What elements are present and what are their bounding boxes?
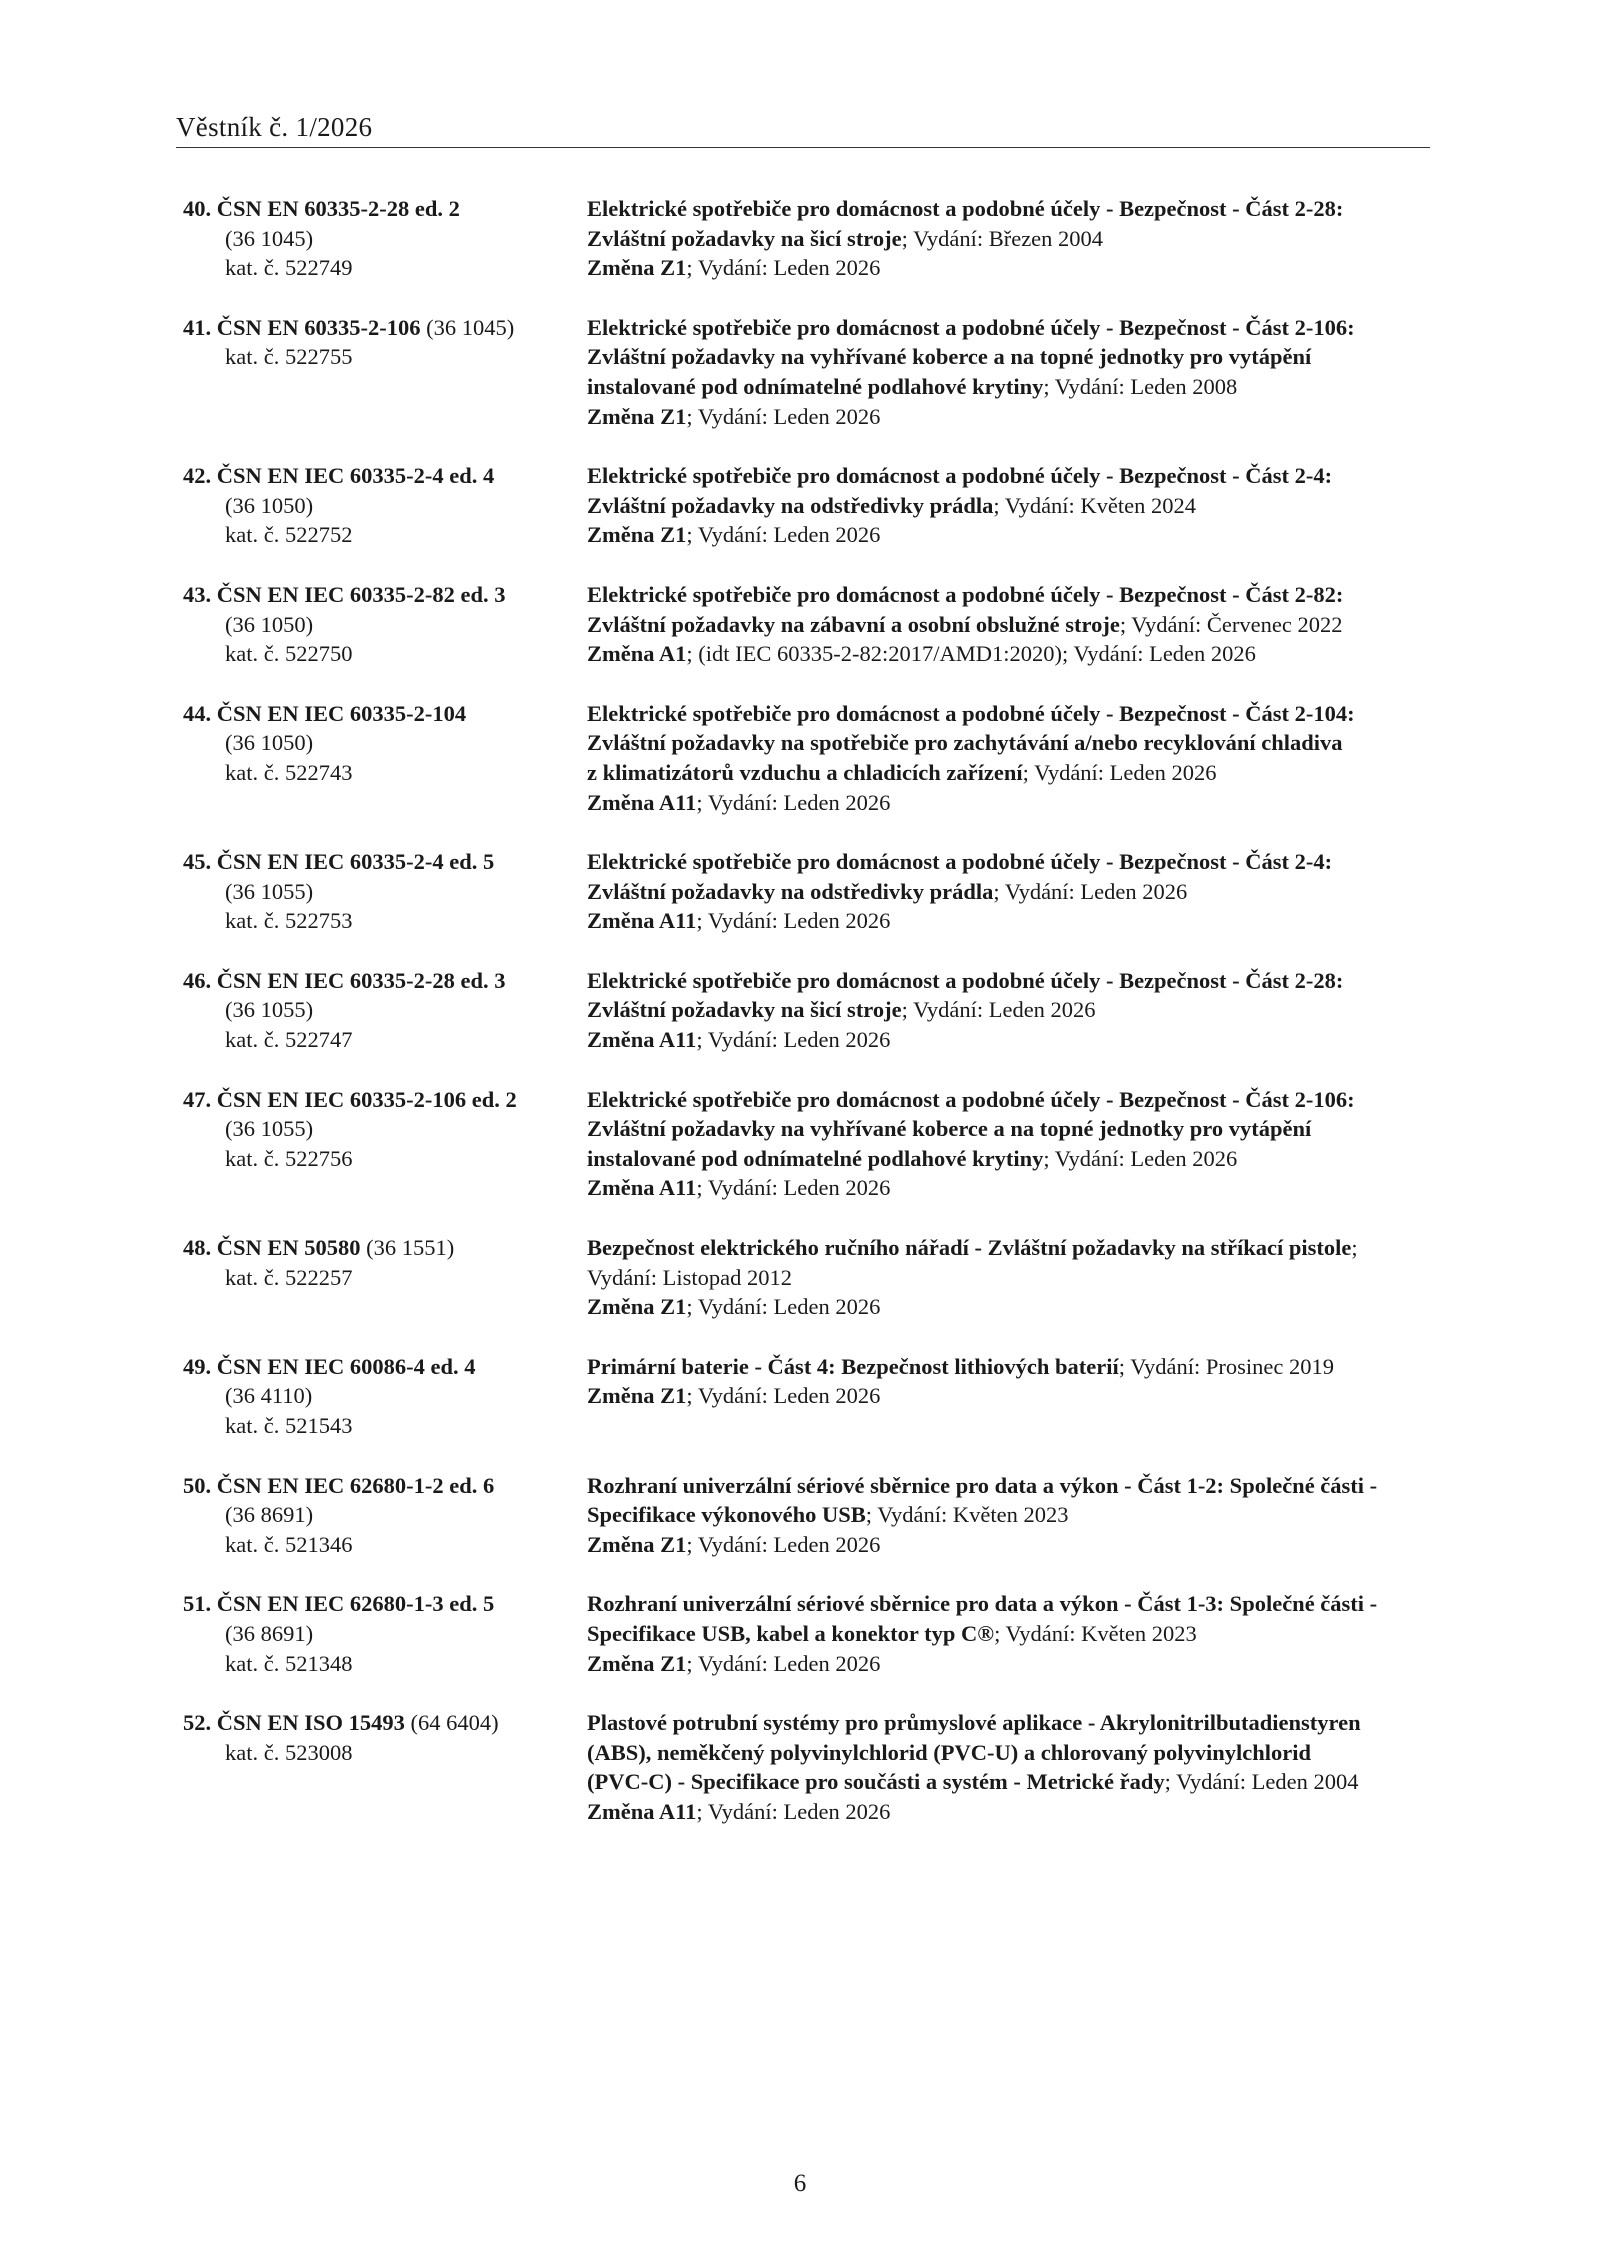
- standard-code: ČSN EN 60335-2-106: [216, 314, 421, 340]
- standard-identifier: [183, 847, 587, 936]
- title-bold-text: Zvláštní požadavky na vyhřívané koberce a na topné jednotky pro vytápění: [587, 1116, 1312, 1142]
- standards-list: [183, 194, 1433, 1857]
- issue-info-text: ; Vydání: Leden 2026: [686, 522, 881, 548]
- standard-code: ČSN EN IEC 60335-2-106 ed. 2: [216, 1086, 517, 1112]
- classification-code: (36 8691): [225, 1620, 314, 1646]
- title-bold-text: Změna Z1: [587, 255, 687, 281]
- title-line: [587, 1589, 1433, 1619]
- issue-info-text: ; Vydání: Leden 2026: [1043, 1145, 1238, 1171]
- standard-title: [587, 699, 1433, 817]
- title-bold-text: Zvláštní požadavky na šicí stroje: [587, 225, 902, 251]
- standard-number: [183, 196, 460, 221]
- title-line: [587, 1471, 1433, 1501]
- title-bold-text: Zvláštní požadavky na šicí stroje: [587, 997, 902, 1023]
- standard-code: ČSN EN IEC 62680-1-3 ed. 5: [216, 1591, 495, 1617]
- standard-title: [587, 847, 1433, 936]
- page-number: 6: [793, 2170, 807, 2197]
- title-line: [587, 1114, 1433, 1144]
- entry-number: 45.: [183, 849, 212, 875]
- classification-code: (36 1050): [225, 611, 314, 637]
- title-line: [587, 877, 1433, 907]
- title-line: [587, 520, 1433, 550]
- title-line: [587, 995, 1433, 1025]
- standard-entry: [183, 1233, 1433, 1322]
- classification-code: (36 1050): [225, 730, 314, 756]
- title-bold-text: Zvláštní požadavky na zábavní a osobní obslužné stroje: [587, 611, 1120, 637]
- standard-entry: [183, 1085, 1433, 1203]
- title-bold-text: Rozhraní univerzální sériové sběrnice pro data a výkon - Část 1-3: Společné části -: [587, 1591, 1378, 1617]
- page-header: [176, 112, 1430, 148]
- title-bold-text: Rozhraní univerzální sériové sběrnice pro data a výkon - Část 1-2: Společné části -: [587, 1472, 1378, 1498]
- standard-identifier: [183, 1471, 587, 1560]
- title-line: [587, 1738, 1433, 1768]
- title-bold-text: Změna Z1: [587, 1650, 687, 1676]
- issue-info-text: ; Vydání: Leden 2026: [696, 1798, 891, 1824]
- standard-entry: [183, 1589, 1433, 1678]
- issue-info-text: ; Vydání: Leden 2026: [686, 1650, 881, 1676]
- classification-code: (36 4110): [225, 1383, 313, 1409]
- title-line: [587, 1649, 1433, 1679]
- standard-identifier: [183, 461, 587, 550]
- standard-code: ČSN EN IEC 60335-2-28 ed. 3: [216, 967, 506, 993]
- issue-info-text: ; Vydání: Leden 2026: [1022, 759, 1217, 785]
- standard-title: [587, 1471, 1433, 1560]
- entry-number: 47.: [183, 1086, 212, 1112]
- entry-number: 46.: [183, 967, 212, 993]
- classification-code: (36 1050): [225, 492, 314, 518]
- standard-entry: [183, 699, 1433, 817]
- classification-code: (64 6404): [404, 1710, 499, 1736]
- issue-info-text: ; Vydání: Leden 2026: [686, 403, 881, 429]
- standard-number: [183, 463, 494, 488]
- standard-title: [587, 966, 1433, 1055]
- standard-identifier: [183, 1708, 587, 1826]
- standard-code: ČSN EN IEC 60335-2-4 ed. 4: [216, 463, 495, 489]
- title-line: [587, 372, 1433, 402]
- title-line: [587, 313, 1433, 343]
- title-bold-text: Specifikace výkonového USB: [587, 1502, 866, 1528]
- classification-code: (36 1055): [225, 997, 314, 1023]
- entry-number: 41.: [183, 314, 212, 340]
- standard-code: ČSN EN IEC 60335-2-82 ed. 3: [216, 581, 506, 607]
- issue-info-text: ; Vydání: Leden 2008: [1043, 373, 1238, 399]
- issue-info-text: ; Vydání: Leden 2026: [686, 1294, 881, 1320]
- standard-title: [587, 1708, 1433, 1826]
- title-bold-text: Elektrické spotřebiče pro domácnost a podobné účely - Bezpečnost - Část 2-4:: [587, 849, 1333, 875]
- catalog-number: kat. č. 522753: [225, 908, 353, 934]
- title-bold-text: instalované pod odnímatelné podlahové krytiny: [587, 1145, 1044, 1171]
- standard-entry: [183, 966, 1433, 1055]
- title-bold-text: Změna Z1: [587, 1531, 687, 1557]
- standard-identifier: [183, 580, 587, 669]
- standard-title: [587, 1085, 1433, 1203]
- entry-number: 43.: [183, 581, 212, 607]
- issue-info-text: ; Vydání: Leden 2026: [686, 255, 881, 281]
- title-line: [587, 758, 1433, 788]
- title-line: [587, 1233, 1433, 1263]
- standard-number: [183, 1087, 517, 1112]
- title-line: [587, 906, 1433, 936]
- title-bold-text: Změna A11: [587, 1027, 697, 1053]
- title-bold-text: Změna Z1: [587, 522, 687, 548]
- standard-number: [183, 582, 506, 607]
- title-line: [587, 1500, 1433, 1530]
- standard-title: [587, 194, 1433, 283]
- standard-identifier: [183, 966, 587, 1055]
- title-bold-text: Zvláštní požadavky na spotřebiče pro zachytávání a/nebo recyklování chladiva: [587, 730, 1343, 756]
- issue-info-text: ; Vydání: Leden 2026: [696, 1027, 891, 1053]
- classification-code: (36 1045): [420, 314, 515, 340]
- standard-entry: [183, 1471, 1433, 1560]
- title-line: [587, 1292, 1433, 1322]
- title-line: [587, 610, 1433, 640]
- standard-code: ČSN EN IEC 62680-1-2 ed. 6: [216, 1472, 495, 1498]
- title-bold-text: (ABS), neměkčený polyvinylchlorid (PVC-U) a chlorovaný polyvinylchlorid: [587, 1739, 1311, 1765]
- catalog-number: kat. č. 521348: [225, 1650, 353, 1676]
- issue-info-text: ; Vydání: Leden 2004: [1164, 1769, 1359, 1795]
- title-line: [587, 728, 1433, 758]
- catalog-number: kat. č. 522747: [225, 1027, 353, 1053]
- title-bold-text: Zvláštní požadavky na odstředivky prádla: [587, 878, 994, 904]
- catalog-number: kat. č. 521543: [225, 1413, 353, 1438]
- title-line: [587, 1767, 1433, 1797]
- catalog-number: kat. č. 522257: [225, 1264, 353, 1290]
- standard-title: [587, 313, 1433, 431]
- issue-info-text: ; Vydání: Leden 2026: [901, 997, 1096, 1023]
- title-line: [587, 847, 1433, 877]
- standard-identifier: [183, 1352, 587, 1441]
- title-bold-text: Elektrické spotřebiče pro domácnost a podobné účely - Bezpečnost - Část 2-28:: [587, 196, 1344, 221]
- standard-number: [183, 968, 506, 993]
- catalog-number: kat. č. 522749: [225, 255, 353, 281]
- title-line: [587, 1530, 1433, 1560]
- title-line: [587, 788, 1433, 818]
- standard-entry: [183, 1708, 1433, 1826]
- issue-info-text: ; Vydání: Červenec 2022: [1119, 611, 1343, 637]
- title-bold-text: Změna A11: [587, 1798, 697, 1824]
- title-bold-text: Změna A1: [587, 641, 687, 667]
- standard-code: ČSN EN IEC 60335-2-104: [216, 700, 467, 726]
- issue-info-text: ; Vydání: Květen 2024: [993, 492, 1197, 518]
- standard-number: [183, 1591, 494, 1616]
- catalog-number: kat. č. 522752: [225, 522, 353, 548]
- standard-entry: [183, 313, 1433, 431]
- catalog-number: kat. č. 522755: [225, 344, 353, 370]
- standard-code: ČSN EN IEC 60086-4 ed. 4: [216, 1353, 476, 1379]
- title-bold-text: Primární baterie - Část 4: Bezpečnost lithiových baterií: [587, 1353, 1119, 1379]
- title-bold-text: Elektrické spotřebiče pro domácnost a podobné účely - Bezpečnost - Část 2-106:: [587, 314, 1355, 340]
- standard-number: [183, 1473, 494, 1498]
- title-bold-text: Specifikace USB, kabel a konektor typ C®: [587, 1620, 995, 1646]
- issue-info-text: ; Vydání: Leden 2026: [686, 1531, 881, 1557]
- title-line: [587, 1797, 1433, 1827]
- title-line: [587, 1144, 1433, 1174]
- title-bold-text: Elektrické spotřebiče pro domácnost a podobné účely - Bezpečnost - Část 2-82:: [587, 581, 1344, 607]
- issue-info-text: ; Vydání: Březen 2004: [901, 225, 1104, 251]
- standard-identifier: [183, 313, 587, 431]
- entry-number: 50.: [183, 1472, 212, 1498]
- standard-entry: [183, 194, 1433, 283]
- title-line: [587, 1381, 1433, 1411]
- title-bold-text: Změna A11: [587, 1175, 697, 1201]
- title-line: [587, 194, 1433, 224]
- entry-number: 49.: [183, 1353, 212, 1379]
- title-bold-text: Plastové potrubní systémy pro průmyslové aplikace - Akrylonitrilbutadienstyren: [587, 1710, 1361, 1736]
- standard-identifier: [183, 699, 587, 817]
- standard-code: ČSN EN 60335-2-28 ed. 2: [216, 196, 460, 221]
- standard-title: [587, 1589, 1433, 1678]
- title-line: [587, 1619, 1433, 1649]
- entry-number: 42.: [183, 463, 212, 489]
- title-bold-text: instalované pod odnímatelné podlahové krytiny: [587, 373, 1044, 399]
- entry-number: 40.: [183, 196, 212, 221]
- title-bold-text: Bezpečnost elektrického ručního nářadí - Zvláštní požadavky na stříkací pistole: [587, 1235, 1352, 1261]
- entry-number: 51.: [183, 1591, 212, 1617]
- catalog-number: kat. č. 521346: [225, 1531, 353, 1557]
- title-line: [587, 224, 1433, 254]
- title-bold-text: Elektrické spotřebiče pro domácnost a podobné účely - Bezpečnost - Část 2-28:: [587, 967, 1344, 993]
- title-line: [587, 253, 1433, 283]
- classification-code: (36 1551): [360, 1235, 455, 1261]
- catalog-number: kat. č. 522756: [225, 1145, 353, 1171]
- issue-info-text: ; Vydání: Květen 2023: [865, 1502, 1069, 1528]
- catalog-number: kat. č. 522750: [225, 641, 353, 667]
- title-line: [587, 1085, 1433, 1115]
- issue-info-text: ; (idt IEC 60335-2-82:2017/AMD1:2020); Vydání: Leden 2026: [686, 641, 1256, 667]
- standard-number: [183, 1235, 361, 1260]
- entry-number: 44.: [183, 700, 212, 726]
- title-bold-text: Změna Z1: [587, 1294, 687, 1320]
- standard-entry: [183, 1352, 1433, 1441]
- standard-code: ČSN EN ISO 15493: [216, 1710, 405, 1736]
- title-line: [587, 639, 1433, 669]
- standard-identifier: [183, 1085, 587, 1203]
- issue-info-text: ; Vydání: Leden 2026: [686, 1383, 881, 1409]
- issue-info-text: ; Vydání: Prosinec 2019: [1118, 1353, 1334, 1379]
- entry-number: 48.: [183, 1235, 212, 1261]
- classification-code: (36 8691): [225, 1502, 314, 1528]
- title-line: [587, 580, 1433, 610]
- standard-entry: [183, 580, 1433, 669]
- title-bold-text: Změna A11: [587, 908, 697, 934]
- standard-identifier: [183, 1233, 587, 1322]
- issue-info-text: ;: [1351, 1235, 1358, 1261]
- standard-title: [587, 1352, 1433, 1441]
- title-bold-text: Zvláštní požadavky na odstředivky prádla: [587, 492, 994, 518]
- title-line: [587, 1352, 1433, 1382]
- issue-info-text: ; Vydání: Leden 2026: [993, 878, 1188, 904]
- issue-info-text: ; Vydání: Leden 2026: [696, 908, 891, 934]
- catalog-number: kat. č. 522743: [225, 759, 353, 785]
- standard-number: [183, 1354, 476, 1379]
- title-line: [587, 342, 1433, 372]
- standard-number: [183, 701, 466, 726]
- standard-entry: [183, 847, 1433, 936]
- title-line: [587, 1263, 1433, 1293]
- title-bold-text: Změna A11: [587, 789, 697, 815]
- title-bold-text: Změna Z1: [587, 403, 687, 429]
- standard-title: [587, 461, 1433, 550]
- title-bold-text: Elektrické spotřebiče pro domácnost a podobné účely - Bezpečnost - Část 2-4:: [587, 463, 1333, 489]
- title-line: [587, 402, 1433, 432]
- standard-identifier: [183, 1589, 587, 1678]
- classification-code: (36 1055): [225, 1116, 314, 1142]
- standard-title: [587, 580, 1433, 669]
- catalog-number: kat. č. 523008: [225, 1739, 353, 1765]
- title-bold-text: Zvláštní požadavky na vyhřívané koberce a na topné jednotky pro vytápění: [587, 344, 1312, 370]
- title-line: [587, 1708, 1433, 1738]
- issue-info-text: Vydání: Listopad 2012: [587, 1264, 792, 1290]
- standard-identifier: [183, 194, 587, 283]
- standard-code: ČSN EN IEC 60335-2-4 ed. 5: [216, 849, 495, 875]
- classification-code: (36 1055): [225, 878, 314, 904]
- standard-title: [587, 1233, 1433, 1322]
- issue-info-text: ; Vydání: Leden 2026: [696, 1175, 891, 1201]
- issue-info-text: ; Vydání: Leden 2026: [696, 789, 891, 815]
- title-bold-text: z klimatizátorů vzduchu a chladicích zařízení: [587, 759, 1023, 785]
- classification-code: (36 1045): [225, 225, 314, 251]
- title-line: [587, 699, 1433, 729]
- title-line: [587, 966, 1433, 996]
- title-bold-text: Elektrické spotřebiče pro domácnost a podobné účely - Bezpečnost - Část 2-106:: [587, 1086, 1355, 1112]
- standard-number: [183, 849, 494, 874]
- bulletin-title: Věstník č. 1/2026: [176, 112, 373, 142]
- standard-number: [183, 1710, 405, 1735]
- standard-code: ČSN EN 50580: [216, 1235, 361, 1261]
- title-line: [587, 491, 1433, 521]
- title-bold-text: Elektrické spotřebiče pro domácnost a podobné účely - Bezpečnost - Část 2-104:: [587, 700, 1355, 726]
- standard-entry: [183, 461, 1433, 550]
- title-line: [587, 461, 1433, 491]
- title-line: [587, 1025, 1433, 1055]
- title-bold-text: (PVC-C) - Specifikace pro součásti a systém - Metrické řady: [587, 1769, 1165, 1795]
- standard-number: [183, 315, 421, 340]
- entry-number: 52.: [183, 1710, 212, 1736]
- title-bold-text: Změna Z1: [587, 1383, 687, 1409]
- issue-info-text: ; Vydání: Květen 2023: [994, 1620, 1197, 1646]
- title-line: [587, 1173, 1433, 1203]
